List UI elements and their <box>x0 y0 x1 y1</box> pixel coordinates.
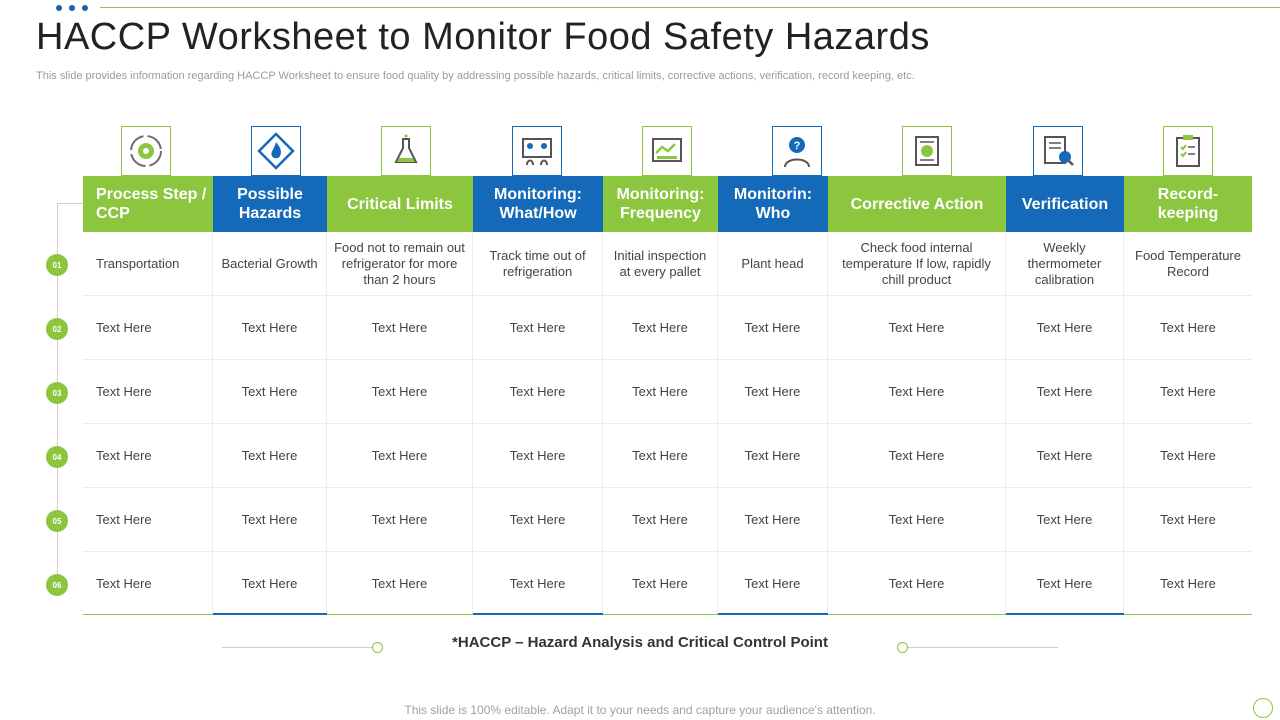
table-cell: Text Here <box>83 424 213 487</box>
table-cell: Text Here <box>327 552 473 615</box>
table-cell: Text Here <box>327 488 473 551</box>
table-cell: Bacterial Growth <box>213 232 327 295</box>
decorative-circle-right <box>897 642 908 653</box>
table-cell: Text Here <box>83 360 213 423</box>
table-cell: Text Here <box>828 424 1006 487</box>
table-cell: Text Here <box>473 552 603 615</box>
row-timeline-connector <box>57 203 83 204</box>
table-cell: Text Here <box>213 360 327 423</box>
table-cell: Text Here <box>1160 511 1216 527</box>
fire-hazard-icon <box>251 126 301 176</box>
table-cell: Text Here <box>1160 575 1216 591</box>
table-row <box>83 360 1252 424</box>
table-row <box>83 296 1252 360</box>
table-cell: Text Here <box>1160 319 1216 335</box>
row-number-badge: 03 <box>46 382 68 404</box>
row-number-badge: 05 <box>46 510 68 532</box>
header-record-keeping: Record-keeping <box>1124 176 1252 232</box>
lab-flask-icon <box>381 126 431 176</box>
table-cell: Text Here <box>213 296 327 359</box>
header-monitoring-frequency: Monitoring: Frequency <box>603 176 718 232</box>
monitoring-presenter-icon <box>512 126 562 176</box>
table-cell: Text Here <box>327 360 473 423</box>
table-cell: Text Here <box>473 296 603 359</box>
document-magnifier-icon <box>1033 126 1083 176</box>
table-cell: Text Here <box>213 552 327 615</box>
table-bottom-accent <box>1006 613 1124 615</box>
table-cell: Track time out of refrigeration <box>473 232 603 295</box>
certificate-document-icon <box>902 126 952 176</box>
table-bottom-accent <box>473 613 603 615</box>
corner-decoration <box>1253 698 1273 718</box>
top-divider <box>100 7 1280 8</box>
table-bottom-accent <box>718 613 828 615</box>
slide-subtitle: This slide provides information regarding HACCP Worksheet to ensure food quality by addressing possible hazards, critical limits, corrective actions, verification, record keeping, etc. <box>36 70 915 82</box>
table-cell: Food Temperature Record <box>1135 247 1241 279</box>
table-cell: Text Here <box>1160 447 1216 463</box>
footnote: *HACCP – Hazard Analysis and Critical Control Point <box>452 634 828 651</box>
footer-text: This slide is 100% editable. Adapt it to your needs and capture your audience's attention. <box>404 703 876 717</box>
header-monitoring-what-how: Monitoring: What/How <box>473 176 603 232</box>
table-cell: Text Here <box>718 488 828 551</box>
table-cell: Text Here <box>1006 360 1124 423</box>
table-cell: Text Here <box>603 424 718 487</box>
svg-text:?: ? <box>793 140 801 152</box>
table-cell: Text Here <box>473 360 603 423</box>
table-cell: Text Here <box>603 488 718 551</box>
table-cell: Transportation <box>83 232 213 295</box>
table-cell: Text Here <box>603 296 718 359</box>
table-cell: Text Here <box>213 424 327 487</box>
header-corrective-action: Corrective Action <box>828 176 1006 232</box>
header-possible-hazards: Possible Hazards <box>213 176 327 232</box>
table-header <box>83 176 1252 232</box>
table-cell: Text Here <box>473 424 603 487</box>
table-cell: Text Here <box>718 424 828 487</box>
table-cell: Text Here <box>1160 383 1216 399</box>
decorative-dots <box>56 5 88 11</box>
header-verification: Verification <box>1006 176 1124 232</box>
table-cell: Initial inspection at every pallet <box>603 232 718 295</box>
table-cell: Text Here <box>327 424 473 487</box>
table-cell: Text Here <box>83 552 213 615</box>
table-cell: Text Here <box>828 296 1006 359</box>
person-question-icon <box>772 126 822 176</box>
table-cell: Text Here <box>1006 552 1124 615</box>
checklist-clipboard-icon <box>1163 126 1213 176</box>
table-cell: Check food internal temperature If low, rapidly chill product <box>828 232 1006 295</box>
table-cell: Text Here <box>1006 424 1124 487</box>
table-cell: Text Here <box>603 552 718 615</box>
table-row <box>83 424 1252 488</box>
table-cell: Food not to remain out refrigerator for more than 2 hours <box>327 232 473 295</box>
gear-cycle-icon <box>121 126 171 176</box>
column-icons-row <box>0 126 1280 176</box>
table-cell: Text Here <box>83 488 213 551</box>
table-cell: Text Here <box>1006 488 1124 551</box>
header-critical-limits: Critical Limits <box>327 176 473 232</box>
table-cell: Text Here <box>718 552 828 615</box>
table-cell: Text Here <box>603 360 718 423</box>
slide-title: HACCP Worksheet to Monitor Food Safety Hazards <box>36 16 930 58</box>
row-number-badge: 06 <box>46 574 68 596</box>
table-cell: Weekly thermometer calibration <box>1006 232 1124 295</box>
table-cell: Text Here <box>828 488 1006 551</box>
table-bottom-accent <box>213 613 327 615</box>
header-monitoring-who: Monitorin: Who <box>718 176 828 232</box>
row-number-badge: 01 <box>46 254 68 276</box>
row-number-badge: 02 <box>46 318 68 340</box>
table-cell: Text Here <box>473 488 603 551</box>
row-number-badge: 04 <box>46 446 68 468</box>
table-cell: Text Here <box>213 488 327 551</box>
table-cell: Text Here <box>828 552 1006 615</box>
table-cell: Text Here <box>83 296 213 359</box>
table-row <box>83 232 1252 296</box>
decorative-line-right <box>908 647 1058 648</box>
table-cell: Text Here <box>327 296 473 359</box>
table-body <box>83 232 1252 616</box>
table-cell: Text Here <box>718 360 828 423</box>
table-cell: Plant head <box>718 232 828 295</box>
table-cell: Text Here <box>828 360 1006 423</box>
table-row <box>83 552 1252 616</box>
table-row <box>83 488 1252 552</box>
header-process-step: Process Step / CCP <box>83 176 213 232</box>
frequency-screen-icon <box>642 126 692 176</box>
table-cell: Text Here <box>1006 296 1124 359</box>
table-cell: Text Here <box>718 296 828 359</box>
